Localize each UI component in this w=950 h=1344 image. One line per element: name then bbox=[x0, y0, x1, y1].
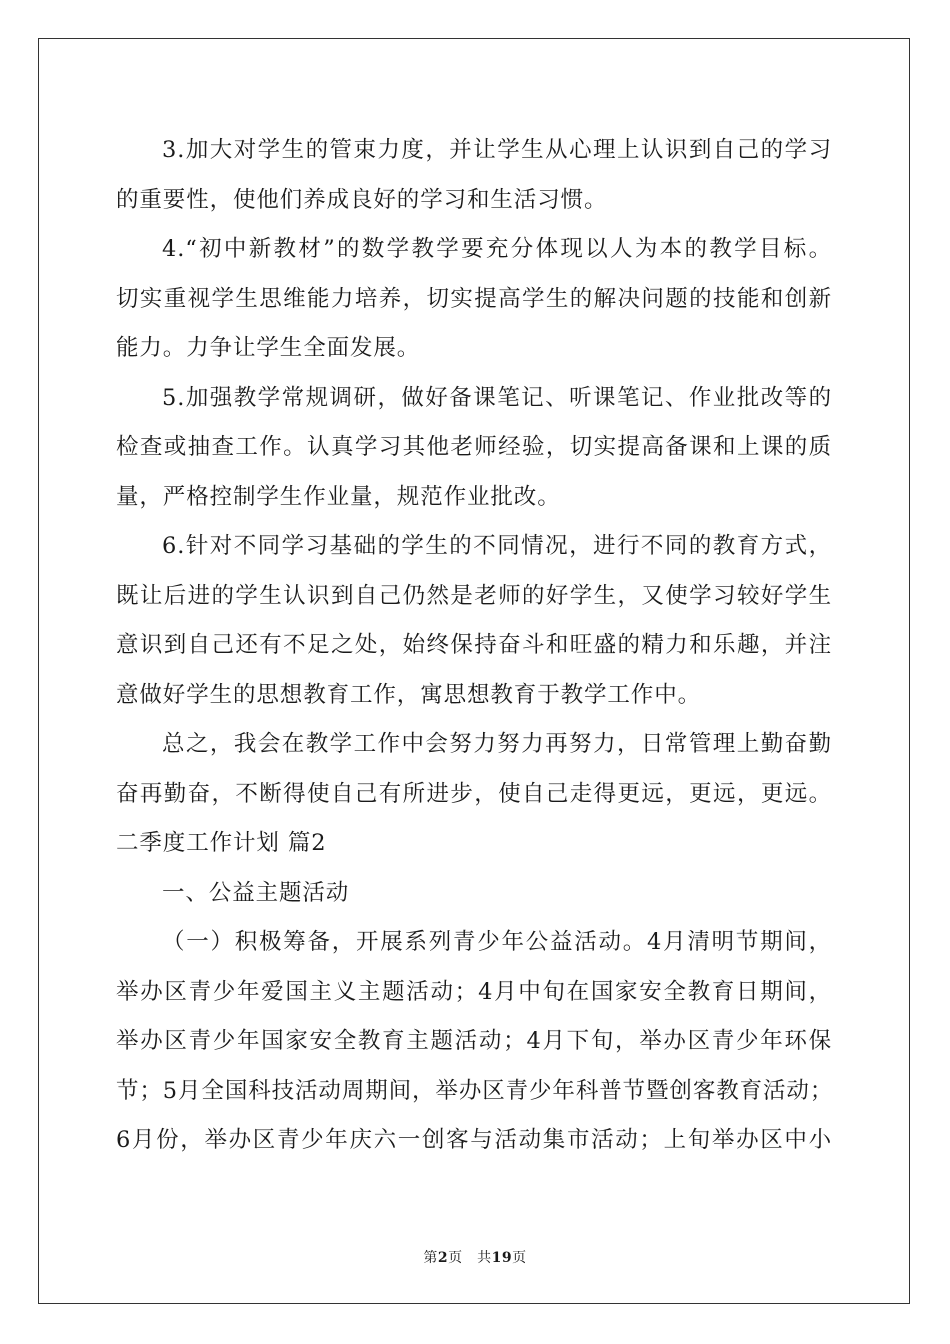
document-body bbox=[116, 126, 832, 1166]
text-line: 的重要性，使他们养成良好的学习和生活习惯。 bbox=[116, 186, 608, 213]
footer-prefix: 第 bbox=[423, 1250, 438, 1266]
text-line: 检查或抽查工作。认真学习其他老师经验，切实提高备课和上课的质 bbox=[116, 434, 832, 460]
text-line: 6.针对不同学习基础的学生的不同情况，进行不同的教育方式， bbox=[162, 533, 832, 559]
text-line: 总之，我会在教学工作中会努力努力再努力，日常管理上勤奋勤 bbox=[162, 731, 832, 757]
text-line: 6月份，举办区青少年庆六一创客与活动集市活动；上旬举办区中小 bbox=[116, 1127, 832, 1153]
footer-total-pages: 19 bbox=[491, 1250, 513, 1266]
page-footer bbox=[0, 1247, 950, 1267]
text-line: 二季度工作计划 篇2 bbox=[116, 830, 327, 856]
text-line: 奋再勤奋，不断得使自己有所进步，使自己走得更远，更远，更远。 bbox=[116, 780, 832, 807]
text-line: 能力。力争让学生全面发展。 bbox=[116, 335, 421, 361]
footer-middle: 页 共 bbox=[448, 1250, 492, 1266]
text-line: 5.加强教学常规调研，做好备课笔记、听课笔记、作业批改等的 bbox=[162, 384, 832, 411]
text-line: （一）积极筹备，开展系列青少年公益活动。4月清明节期间， bbox=[162, 929, 832, 955]
text-line: 意做好学生的思想教育工作，寓思想教育于教学工作中。 bbox=[116, 681, 702, 708]
footer-suffix: 页 bbox=[512, 1250, 527, 1266]
text-line: 举办区青少年国家安全教育主题活动；4月下旬，举办区青少年环保 bbox=[116, 1028, 832, 1054]
text-line: 4.“初中新教材”的数学教学要充分体现以人为本的教学目标。 bbox=[162, 236, 832, 262]
text-line: 举办区青少年爱国主义主题活动；4月中旬在国家安全教育日期间， bbox=[116, 978, 832, 1005]
text-line: 3.加大对学生的管束力度，并让学生从心理上认识到自己的学习 bbox=[162, 137, 832, 163]
text-line: 节；5月全国科技活动周期间，举办区青少年科普节暨创客教育活动； bbox=[116, 1077, 834, 1104]
text-line: 既让后进的学生认识到自己仍然是老师的好学生，又使学习较好学生 bbox=[116, 582, 832, 609]
text-line: 切实重视学生思维能力培养，切实提高学生的解决问题的技能和创新 bbox=[116, 285, 832, 312]
text-line: 量，严格控制学生作业量，规范作业批改。 bbox=[116, 483, 561, 510]
text-line: 意识到自己还有不足之处，始终保持奋斗和旺盛的精力和乐趣，并注 bbox=[116, 632, 832, 658]
footer-page-number: 2 bbox=[437, 1250, 449, 1266]
text-line: 一、公益主题活动 bbox=[162, 879, 350, 906]
